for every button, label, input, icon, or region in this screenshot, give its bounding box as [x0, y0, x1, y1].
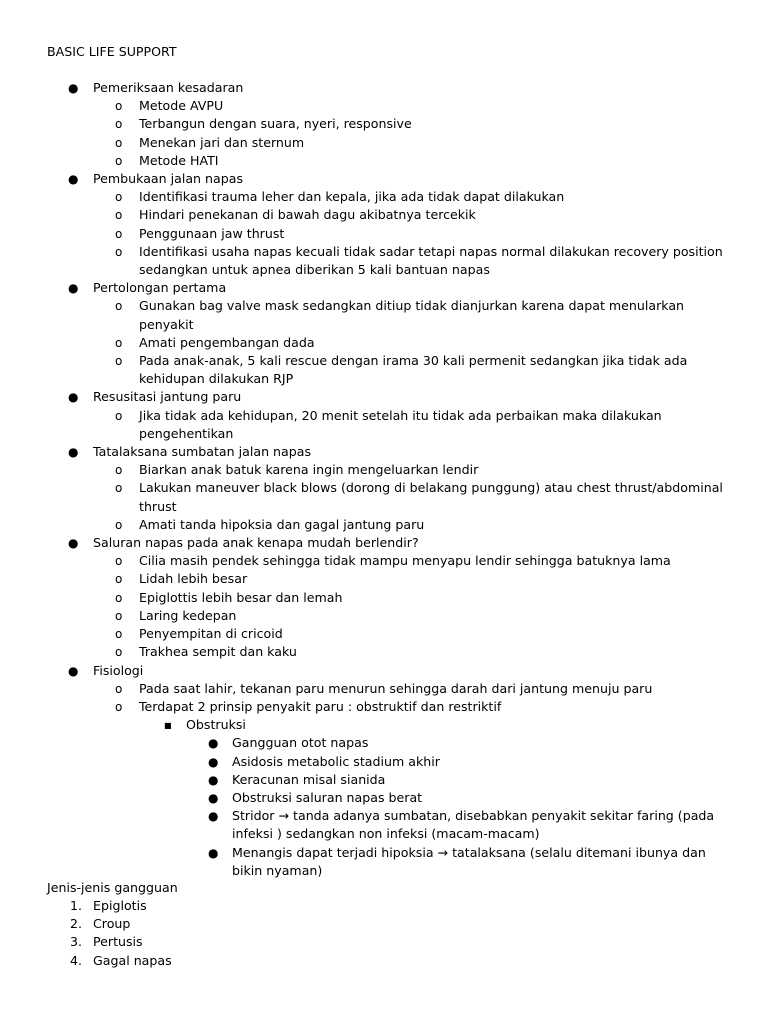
- circle-marker: o: [115, 481, 123, 496]
- section-label: Pertolongan pertama: [93, 280, 227, 296]
- list-item: [0, 334, 724, 352]
- square-marker: ■: [164, 721, 172, 731]
- list-item: [0, 516, 724, 534]
- item-text: Gangguan otot napas: [232, 735, 369, 751]
- section-item: [0, 534, 768, 552]
- section-item: [0, 79, 768, 97]
- circle-marker: o: [115, 99, 123, 114]
- bullet-marker: ●: [68, 445, 79, 460]
- section-label: Tatalaksana sumbatan jalan napas: [93, 444, 312, 460]
- list-item: [0, 570, 724, 588]
- bullet-marker: ●: [208, 736, 219, 751]
- numbered-item: [0, 933, 768, 951]
- circle-marker: o: [115, 208, 123, 223]
- section-item: [0, 170, 768, 188]
- section-item: [0, 388, 768, 406]
- bullet-marker: ●: [208, 809, 219, 824]
- item-text: Menekan jari dan sternum: [139, 134, 305, 150]
- item-text: Epiglottis lebih besar dan lemah: [139, 589, 343, 605]
- bullet-marker: ●: [68, 81, 79, 95]
- sub-section-item: [0, 716, 768, 734]
- item-text: Pada saat lahir, tekanan paru menurun sehingga darah dari jantung menuju paru: [139, 680, 653, 696]
- section-item: [0, 279, 768, 297]
- circle-marker: o: [115, 608, 123, 623]
- section-label: Fisiologi: [93, 662, 144, 678]
- item-text: Terbangun dengan suara, nyeri, responsive: [139, 116, 412, 132]
- list-item: [0, 243, 724, 279]
- numbered-item: [0, 897, 768, 915]
- list-item: [0, 134, 724, 152]
- sub-section-label: Obstruksi: [186, 717, 246, 733]
- list-item: [0, 97, 724, 115]
- circle-marker: o: [115, 153, 123, 168]
- item-text: Terdapat 2 prinsip penyakit paru : obstruktif dan restriktif: [139, 698, 502, 714]
- section-item: [0, 662, 768, 680]
- item-number: 1.: [70, 898, 83, 913]
- bullet-marker: ●: [208, 845, 219, 860]
- circle-marker: o: [115, 135, 123, 150]
- list-item: [0, 643, 724, 661]
- circle-marker: o: [115, 554, 123, 569]
- list-item: [0, 753, 722, 771]
- item-text: Metode AVPU: [139, 98, 224, 114]
- list-item: [0, 206, 724, 224]
- bullet-marker: ●: [68, 281, 79, 296]
- circle-marker: o: [115, 354, 123, 369]
- bullet-marker: ●: [68, 172, 79, 187]
- item-text: Biarkan anak batuk karena ingin mengeluarkan lendir: [139, 462, 479, 478]
- list-item: [0, 771, 722, 789]
- item-text: Keracunan misal sianida: [232, 771, 386, 787]
- circle-marker: o: [115, 572, 123, 587]
- list-item: [0, 844, 722, 880]
- list-item: [0, 115, 724, 133]
- item-text: Metode HATI: [139, 152, 219, 168]
- item-text: Penyempitan di cricoid: [139, 626, 283, 642]
- item-text: Menangis dapat terjadi hipoksia → tatalaksana (selalu ditemani ibunya dan bikin nyaman): [232, 844, 706, 878]
- item-text: Croup: [93, 916, 131, 932]
- numbered-list: [0, 897, 768, 970]
- jenis-heading: Jenis-jenis gangguan: [47, 880, 178, 895]
- list-item: [0, 789, 722, 807]
- bullet-marker: ●: [208, 772, 219, 787]
- bullet-marker: ●: [68, 536, 79, 551]
- list-item: [0, 225, 724, 243]
- item-text: Asidosis metabolic stadium akhir: [232, 753, 440, 769]
- list-item: [0, 152, 724, 170]
- section-label: Pembukaan jalan napas: [93, 171, 244, 187]
- circle-marker: o: [115, 645, 123, 660]
- circle-marker: o: [115, 299, 123, 314]
- item-number: 2.: [70, 916, 83, 932]
- circle-marker: o: [115, 335, 123, 350]
- numbered-item: [0, 952, 768, 970]
- item-text: Lakukan maneuver black blows (dorong di belakang punggung) atau chest thrust/abdominal thrust: [139, 480, 723, 514]
- circle-marker: o: [115, 117, 123, 132]
- item-text: Amati tanda hipoksia dan gagal jantung paru: [139, 516, 425, 532]
- list-item: [0, 734, 722, 752]
- list-item: [0, 461, 724, 479]
- item-text: Laring kedepan: [139, 607, 237, 623]
- list-item: [0, 297, 724, 333]
- item-number: 3.: [70, 934, 83, 950]
- circle-marker: o: [115, 517, 123, 532]
- list-item: [0, 188, 724, 206]
- item-text: Pertusis: [93, 934, 143, 950]
- circle-marker: o: [115, 190, 123, 205]
- bullet-marker: ●: [68, 663, 79, 678]
- item-text: Gagal napas: [93, 952, 172, 968]
- list-item: [0, 625, 724, 643]
- item-text: Obstruksi saluran napas berat: [232, 789, 423, 805]
- circle-marker: o: [115, 463, 123, 478]
- bullet-list: [0, 79, 768, 880]
- item-text: Lidah lebih besar: [139, 571, 248, 587]
- circle-marker: o: [115, 590, 123, 605]
- list-item: [0, 552, 724, 570]
- list-item: [0, 607, 724, 625]
- item-text: Hindari penekanan di bawah dagu akibatnya tercekik: [139, 207, 476, 223]
- item-number: 4.: [70, 952, 83, 968]
- circle-marker: o: [115, 627, 123, 642]
- circle-marker: o: [115, 408, 123, 423]
- item-text: Trakhea sempit dan kaku: [139, 644, 297, 660]
- section-label: Pemeriksaan kesadaran: [93, 80, 244, 95]
- item-text: Epiglotis: [93, 898, 147, 913]
- circle-marker: o: [115, 244, 123, 259]
- list-item: [0, 698, 724, 716]
- bullet-marker: ●: [208, 790, 219, 805]
- section-item: [0, 443, 768, 461]
- circle-marker: o: [115, 699, 123, 714]
- numbered-item: [0, 915, 768, 933]
- item-text: Penggunaan jaw thrust: [139, 225, 285, 241]
- section-label: Resusitasi jantung paru: [93, 389, 242, 405]
- list-item: [0, 680, 724, 698]
- item-text: Jika tidak ada kehidupan, 20 menit setelah itu tidak ada perbaikan maka dilakukan pengehentikan: [139, 407, 662, 441]
- item-text: Pada anak-anak, 5 kali rescue dengan irama 30 kali permenit sedangkan jika tidak ada kehidupan dilakukan RJP: [139, 353, 688, 387]
- item-text: Stridor → tanda adanya sumbatan, disebabkan penyakit sekitar faring (pada infeksi ) sedangkan non infeksi (macam-macam): [232, 808, 715, 842]
- item-text: Identifikasi trauma leher dan kepala, jika ada tidak dapat dilakukan: [139, 189, 565, 205]
- item-text: Identifikasi usaha napas kecuali tidak sadar tetapi napas normal dilakukan recovery position sedangkan untuk apnea diberikan 5 kali bantuan napas: [139, 243, 723, 278]
- section-label: Saluran napas pada anak kenapa mudah berlendir?: [93, 535, 419, 551]
- circle-marker: o: [115, 226, 123, 241]
- list-item: [0, 352, 724, 388]
- list-item: [0, 807, 722, 843]
- list-item: [0, 479, 724, 515]
- bullet-marker: ●: [208, 754, 219, 769]
- list-item: [0, 589, 724, 607]
- item-text: Gunakan bag valve mask sedangkan ditiup tidak dianjurkan karena dapat menularkan penyakit: [139, 298, 685, 332]
- list-item: [0, 407, 724, 443]
- circle-marker: o: [115, 681, 123, 696]
- item-text: Amati pengembangan dada: [139, 334, 315, 350]
- document-title: BASIC LIFE SUPPORT: [47, 44, 177, 59]
- bullet-marker: ●: [68, 390, 79, 405]
- item-text: Cilia masih pendek sehingga tidak mampu menyapu lendir sehingga batuknya lama: [139, 553, 671, 569]
